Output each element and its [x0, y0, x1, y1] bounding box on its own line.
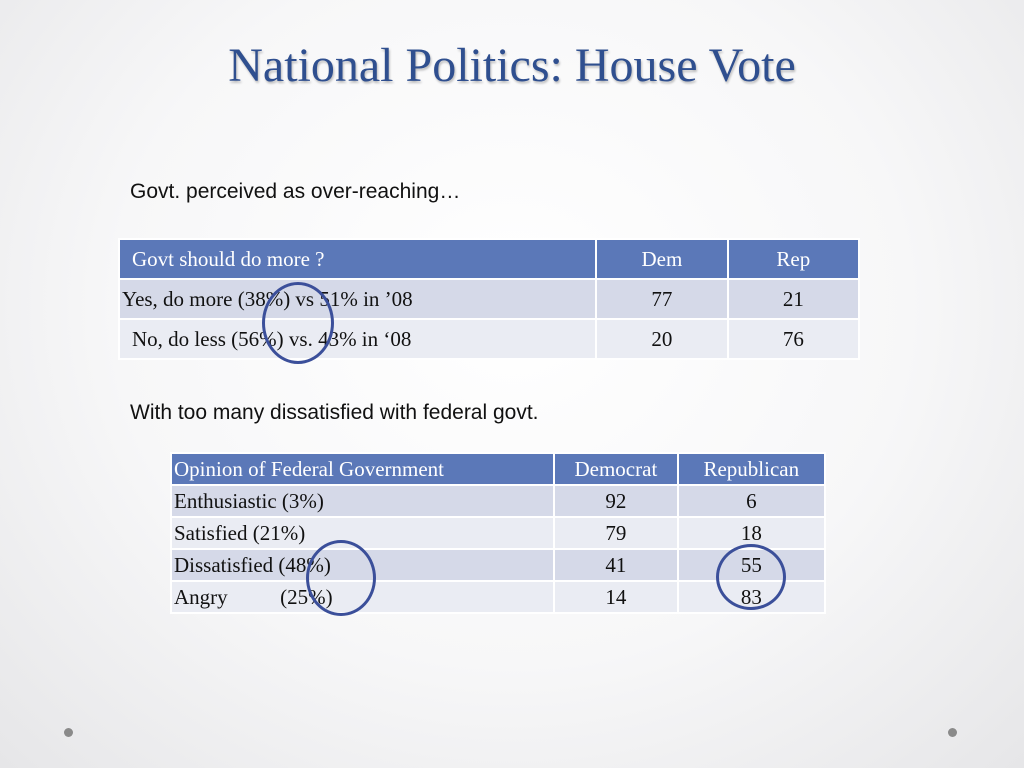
row-label: Dissatisfied (48%): [171, 549, 554, 581]
section1-subtitle: Govt. perceived as over-reaching…: [130, 180, 461, 203]
header-democrat: Democrat: [554, 453, 677, 485]
row-dem-value: 20: [596, 319, 727, 359]
row-rep-value: 21: [728, 279, 859, 319]
row-dem-value: 41: [554, 549, 677, 581]
row-rep-value: 18: [678, 517, 825, 549]
row-dem-value: 79: [554, 517, 677, 549]
row-dem-value: 92: [554, 485, 677, 517]
header-question: Govt should do more ?: [119, 239, 596, 279]
table-row: [119, 319, 859, 359]
row-dem-value: 14: [554, 581, 677, 613]
slide-title: National Politics: House Vote: [228, 39, 796, 92]
row-rep-value: 76: [728, 319, 859, 359]
header-republican: Republican: [678, 453, 825, 485]
table-row: [171, 485, 825, 517]
row-dem-value: 77: [596, 279, 727, 319]
header-rep: Rep: [728, 239, 859, 279]
table-row: [119, 279, 859, 319]
table-header-row: [119, 239, 859, 279]
highlight-circle-angry-percent: [306, 540, 376, 616]
header-opinion: Opinion of Federal Government: [171, 453, 554, 485]
corner-dot-left: [64, 728, 73, 737]
govt-do-more-table: [118, 238, 860, 360]
row-label: Angry (25%): [171, 581, 554, 613]
highlight-circle-percentages-top: [262, 282, 334, 364]
table-header-row: [171, 453, 825, 485]
section2-subtitle: With too many dissatisfied with federal govt.: [130, 401, 539, 424]
corner-dot-right: [948, 728, 957, 737]
row-rep-value: 55: [678, 549, 825, 581]
row-rep-value: 83: [678, 581, 825, 613]
row-label: Satisfied (21%): [171, 517, 554, 549]
table-row: [171, 517, 825, 549]
row-label: Enthusiastic (3%): [171, 485, 554, 517]
header-dem: Dem: [596, 239, 727, 279]
highlight-circle-rep-values: [716, 544, 786, 610]
row-label: Yes, do more (38%) vs 51% in ’08: [119, 279, 596, 319]
row-rep-value: 6: [678, 485, 825, 517]
row-label: No, do less (56%) vs. 43% in ‘08: [119, 319, 596, 359]
